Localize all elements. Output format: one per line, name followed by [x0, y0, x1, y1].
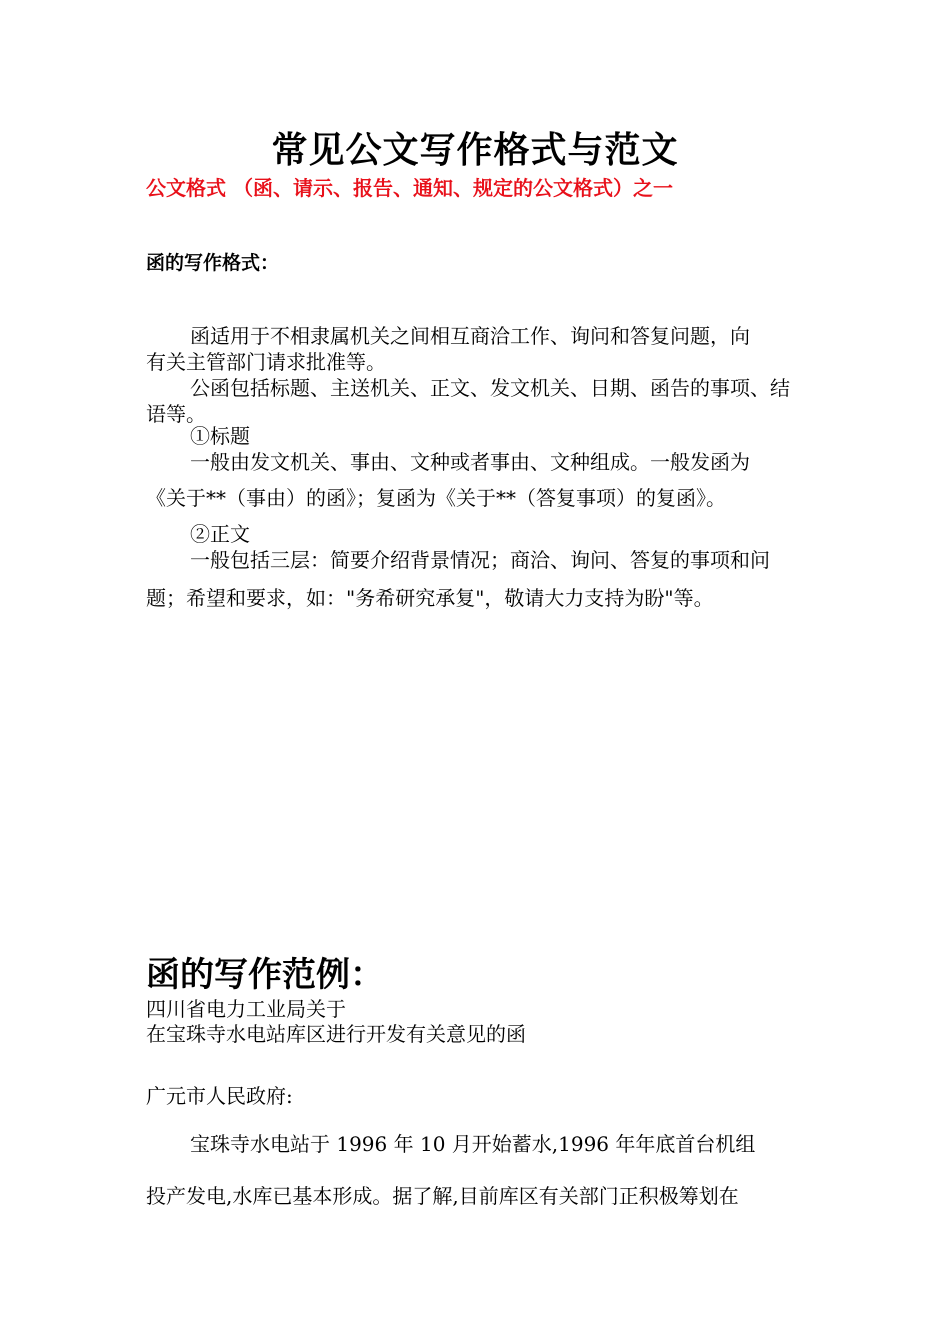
example-title-line: 在宝珠寺水电站库区进行开发有关意见的函 — [146, 1022, 526, 1046]
example-body-line: 投产发电,水库已基本形成。据了解,目前库区有关部门正积极筹划在 — [146, 1184, 739, 1208]
example-title-line: 四川省电力工业局关于 — [146, 997, 346, 1021]
paragraph-line: 一般由发文机关、事由、文种或者事由、文种组成。一般发函为 — [190, 450, 750, 474]
document-subtitle: 公文格式 （函、请示、报告、通知、规定的公文格式）之一 — [146, 176, 673, 200]
paragraph-line: 有关主管部门请求批准等。 — [146, 350, 386, 374]
paragraph-line: 函适用于不相隶属机关之间相互商洽工作、询问和答复问题，向 — [190, 324, 750, 348]
paragraph-line: 一般包括三层：简要介绍背景情况；商洽、询问、答复的事项和问 — [190, 548, 770, 572]
example-body-line: 宝珠寺水电站于 1996 年 10 月开始蓄水,1996 年年底首台机组 — [190, 1132, 756, 1156]
paragraph-line: 语等。 — [146, 402, 206, 426]
recipient-line: 广元市人民政府: — [146, 1084, 293, 1108]
paragraph-line: 公函包括标题、主送机关、正文、发文机关、日期、函告的事项、结 — [190, 376, 790, 400]
format-heading: 函的写作格式： — [146, 252, 280, 274]
subsection-heading: ①标题 — [190, 424, 250, 448]
subsection-heading: ②正文 — [190, 522, 250, 546]
paragraph-line: 题；希望和要求，如："务希研究承复"，敬请大力支持为盼"等。 — [146, 586, 714, 610]
paragraph-line: 《关于**（事由）的函》；复函为《关于**（答复事项）的复函》。 — [146, 486, 726, 510]
document-title: 常见公文写作格式与范文 — [271, 129, 679, 171]
example-heading: 函的写作范例： — [146, 955, 384, 995]
